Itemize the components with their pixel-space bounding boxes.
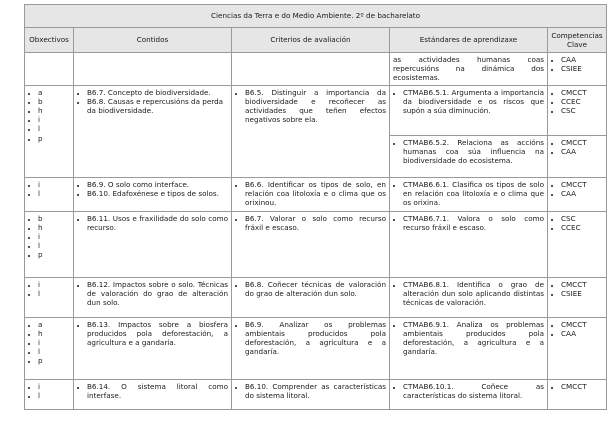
standard-item: • CTMAB6.7.1. Valora o solo como recurso fráxil e escaso. <box>403 214 544 232</box>
criteria-cell <box>232 277 390 317</box>
criteria-cell <box>232 177 390 211</box>
objective-item: • i <box>38 280 70 289</box>
criteria-cell <box>232 317 390 379</box>
content-item: • B6.7. Concepto de biodiversidade. <box>87 88 228 97</box>
header-standards: Estándares de aprendizaxe <box>390 28 548 53</box>
competence-item: • CCEC <box>561 223 603 232</box>
competences-cell <box>548 277 607 317</box>
standard-item: • CTMAB6.9.1. Analiza os problemas ambientais producidos pola deforestación, a agricultura e a gandaría. <box>403 320 544 357</box>
objectives-cell <box>25 317 74 379</box>
content-item: • B6.12. Impactos sobre o solo. Técnicas de valoración do grao de alteración dun solo. <box>87 280 228 308</box>
competence-item: • CSC <box>561 214 603 223</box>
curriculum-table <box>24 4 607 410</box>
contents-cell <box>74 53 232 86</box>
content-item: • B6.8. Causas e repercusións da perda da biodiversidade. <box>87 97 228 115</box>
objective-item: • i <box>38 115 70 124</box>
objective-item: • l <box>38 124 70 133</box>
competence-item: • CAA <box>561 55 603 64</box>
competence-item: • CSIEE <box>561 64 603 73</box>
standard-item: • CTMAB6.5.2. Relaciona as accións humanas coa súa influencia na biodiversidade do ecosistema. <box>403 138 544 166</box>
header-competences: Competencias Clave <box>548 28 607 53</box>
standard-cell <box>390 85 548 135</box>
objectives-cell <box>25 277 74 317</box>
content-item: • B6.14. O sistema litoral como interfase. <box>87 382 228 400</box>
contents-cell <box>74 85 232 177</box>
criterion-item: • B6.6. Identificar os tipos de solo, en relación coa litoloxía e o clima que os orixinou. <box>245 180 386 208</box>
standard-item: • CTMAB6.6.1. Clasifica os tipos de solo en relación coa litoloxía e o clima que os orixina. <box>403 180 544 208</box>
criteria-cell <box>232 53 390 86</box>
content-item: • B6.13. Impactos sobre a biosfera producidos pola deforestación, a agricultura e a gandaría. <box>87 320 228 348</box>
competences-cell <box>548 85 607 135</box>
objective-item: • i <box>38 338 70 347</box>
criterion-item: • B6.10. Comprender as características do sistema litoral. <box>245 382 386 400</box>
table-row <box>25 211 607 277</box>
criterion-item: • B6.7. Valorar o solo como recurso fráxil e escaso. <box>245 214 386 232</box>
competence-item: • CCEC <box>561 97 603 106</box>
objectives-cell <box>25 53 74 86</box>
standard-item: • CTMAB6.10.1. Coñece as características do sistema litoral. <box>403 382 544 400</box>
competence-item: • CMCCT <box>561 180 603 189</box>
objectives-cell <box>25 85 74 177</box>
objective-item: • i <box>38 180 70 189</box>
table-row <box>25 177 607 211</box>
content-item: • B6.9. O solo como interface. <box>87 180 228 189</box>
header-criteria: Criterios de avaliación <box>232 28 390 53</box>
table-title: Ciencias da Terra e do Medio Ambiente. 2º de bacharelato <box>25 5 607 28</box>
competence-item: • CSIEE <box>561 289 603 298</box>
objective-item: • h <box>38 223 70 232</box>
criterion-item: • B6.5. Distinguir a importancia da biodiversidade e recoñecer as actividades que teñen efectos negativos sobre ela. <box>245 88 386 125</box>
standard-cell <box>390 135 548 177</box>
competences-cell <box>548 211 607 277</box>
standard-cell <box>390 277 548 317</box>
contents-cell <box>74 317 232 379</box>
objective-item: • l <box>38 347 70 356</box>
objective-item: • a <box>38 320 70 329</box>
competences-cell <box>548 379 607 409</box>
competence-item: • CMCCT <box>561 320 603 329</box>
objective-item: • b <box>38 214 70 223</box>
objective-item: • l <box>38 391 70 400</box>
standard-item: • CTMAB6.8.1. Identifica o grao de alteración dun solo aplicando distintas técnicas de valoración. <box>403 280 544 308</box>
objectives-cell <box>25 177 74 211</box>
objective-item: • h <box>38 329 70 338</box>
competence-item: • CMCCT <box>561 280 603 289</box>
competence-item: • CMCCT <box>561 88 603 97</box>
objective-item: • l <box>38 241 70 250</box>
contents-cell <box>74 277 232 317</box>
contents-cell <box>74 379 232 409</box>
table-row <box>25 277 607 317</box>
objectives-cell <box>25 211 74 277</box>
content-item: • B6.11. Usos e fraxilidade do solo como recurso. <box>87 214 228 232</box>
objective-item: • i <box>38 232 70 241</box>
contents-cell <box>74 177 232 211</box>
standard-item: • CTMAB6.5.1. Argumenta a importancia da biodiversidade e os riscos que supón a súa diminución. <box>403 88 544 116</box>
objective-item: • p <box>38 134 70 143</box>
standard-cell: as actividades humanas coas repercusións na dinámica dos ecosistemas. <box>390 53 548 86</box>
objective-item: • l <box>38 289 70 298</box>
objective-item: • b <box>38 97 70 106</box>
header-objectives: Obxectivos <box>25 28 74 53</box>
content-item: • B6.10. Edafoxénese e tipos de solos. <box>87 189 228 198</box>
competences-cell <box>548 53 607 86</box>
competence-item: • CAA <box>561 329 603 338</box>
competences-cell <box>548 135 607 177</box>
criteria-cell <box>232 85 390 177</box>
objectives-cell <box>25 379 74 409</box>
objective-item: • p <box>38 356 70 365</box>
competence-item: • CSC <box>561 106 603 115</box>
standard-cell <box>390 379 548 409</box>
table-row <box>25 53 607 86</box>
objective-item: • p <box>38 250 70 259</box>
criterion-item: • B6.8. Coñecer técnicas de valoración do grao de alteración dun solo. <box>245 280 386 298</box>
objective-item: • a <box>38 88 70 97</box>
criteria-cell <box>232 379 390 409</box>
competence-item: • CAA <box>561 147 603 156</box>
objective-item: • l <box>38 189 70 198</box>
table-row <box>25 379 607 409</box>
header-contents: Contidos <box>74 28 232 53</box>
contents-cell <box>74 211 232 277</box>
competence-item: • CMCCT <box>561 138 603 147</box>
objective-item: • h <box>38 106 70 115</box>
competence-item: • CAA <box>561 189 603 198</box>
criteria-cell <box>232 211 390 277</box>
criterion-item: • B6.9. Analizar os problemas ambientais producidos pola deforestación, a agricultura e a gandaría. <box>245 320 386 357</box>
objective-item: • i <box>38 382 70 391</box>
standard-cell <box>390 211 548 277</box>
competences-cell <box>548 317 607 379</box>
competence-item: • CMCCT <box>561 382 603 391</box>
table-row <box>25 85 607 135</box>
standard-cell <box>390 317 548 379</box>
standard-cell <box>390 177 548 211</box>
table-row <box>25 317 607 379</box>
competences-cell <box>548 177 607 211</box>
